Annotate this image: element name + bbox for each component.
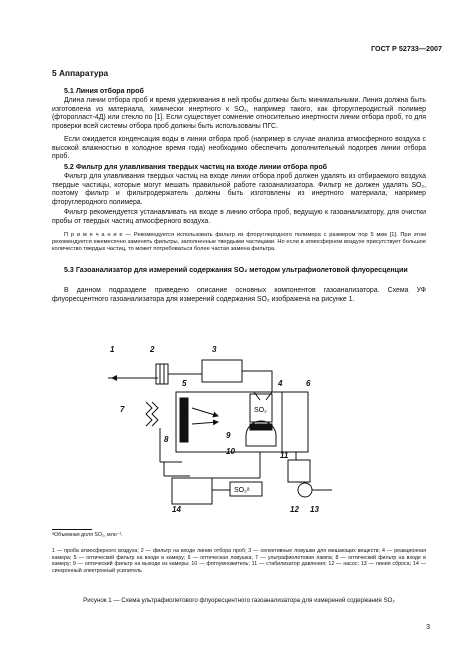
subsection-title-5-1: 5.1 Линия отбора проб [64, 87, 144, 95]
pressure-stabilizer [288, 460, 310, 482]
reaction-chamber [176, 392, 308, 452]
paragraph-5-2-2: Фильтр рекомендуется устанавливать на входе в линию отбора проб, ведущую к газоанализатору, для очистки пробы от твердых частиц атмосферного воздуха. [52, 209, 426, 225]
inlet-filter [156, 364, 168, 384]
paragraph-5-1-1: Длина линии отбора проб и время удерживания в ней пробы должны быть минимальными. Линия должна быть изготовлена из материала, химически инертного к SO₂, например такого, как фторуглеродистый полимер (фторопласт-4Д) или стекло по [1]. Если существует сомнение относительно инертности линии отбора проб, то для проверки всей системы отбора проб должны быть использованы ПГС. [52, 97, 426, 130]
figure-label-9: 9 [226, 431, 231, 440]
figure-label-12: 12 [290, 505, 299, 514]
figure-legend: 1 — проба атмосферного воздуха; 2 — фильтр на входе линии отбора проб; 3 — селективные ловушки для мешающих веществ; 4 — реакционная камера; 5 — оптический фильтр на входе в камеру; 6 — оптическая ловушка; 7 — ультрафиолетовая лампа; 8 — оптический фильтр на входе в камеру; 9 — оптический фильтр на выходе из камеры; 10 — фотоумножитель; 11 — стабилизатор давления; 12 — насос; 13 — линия сброса; 14 — синхронный электронный усилитель [52, 548, 426, 574]
section-title: 5 Аппаратура [52, 68, 109, 78]
page-header: ГОСТ Р 52733—2007 [371, 44, 442, 53]
optical-filter-outlet [250, 424, 272, 430]
note-5-2: П р и м е ч а н и е — Рекомендуется использовать фильтр из фторуглеродного полимера с размером пор 5 мкм [1]. При этом рекомендуется ежемесячно заменять фильтры, заполненные твердыми частицами. Но если в атмосферном воздухе присутствует большое количество твердых частиц, то может потребоваться более частая замена фильтра. [52, 232, 426, 253]
figure-label-8: 8 [164, 435, 169, 444]
paragraph-5-2-1: Фильтр для улавливания твердых частиц на входе линии отбора проб должен удалять из отбираемого воздуха твердые частицы, которые могут мешать правильной работе газоанализатора. Фильтр не должен удалять SO₂, поэтому фильтр и фильтродержатель должны быть изготовлены из инертного материала, например фторуглеродного полимера. [52, 173, 426, 206]
optical-trap [282, 392, 308, 452]
cell-so2-label: SO₂ [254, 407, 267, 414]
figure-label-6: 6 [306, 379, 311, 388]
figure-label-4: 4 [278, 379, 283, 388]
figure-label-11: 11 [280, 451, 289, 460]
figure-label-1: 1 [110, 345, 115, 354]
figure-label-10: 10 [226, 447, 235, 456]
figure-caption: Рисунок 1 — Схема ультрафиолетового флуоресцентного газоанализатора для измерений содержания SO₂ [83, 597, 395, 604]
figure-footnote: ᵃОбъемная доля SO₂, млн⁻¹. [52, 532, 123, 538]
subsection-title-5-2: 5.2 Фильтр для улавливания твердых частиц на входе линии отбора проб [64, 163, 328, 171]
selective-scrubber [202, 360, 242, 382]
uv-lamp [152, 402, 158, 426]
figure-label-14: 14 [172, 505, 181, 514]
figure-label-13: 13 [310, 505, 319, 514]
figure-label-5: 5 [182, 379, 187, 388]
paragraph-5-3-1: В данном подразделе приведено описание основных компонентов газоанализатора. Схема УФ флуоресцентного газоанализатора для измерений содержания SO₂ изображена на рисунке 1. [52, 287, 426, 303]
output-so2-label: SO₂ᵃ [234, 487, 250, 494]
figure-label-2: 2 [150, 345, 155, 354]
optical-filter-inlet [180, 398, 188, 442]
pump [298, 483, 312, 497]
subsection-title-5-3: 5.3 Газоанализатор для измерений содержания SO₂ методом ультрафиолетовой флуоресценции [64, 266, 408, 274]
paragraph-5-1-2: Если ожидается конденсация воды в линии отбора проб (например в случае анализа атмосферного воздуха с высокой влажностью в холодное время года) необходимо обеспечить дополнительный подогрев линии отбора проб. [52, 136, 426, 161]
lock-in-amplifier [172, 478, 212, 504]
figure-label-7: 7 [120, 405, 125, 414]
page-number: 3 [426, 624, 430, 631]
figure-label-3: 3 [212, 345, 217, 354]
uv-analyzer-diagram [100, 338, 340, 520]
footnote-rule [52, 529, 92, 530]
